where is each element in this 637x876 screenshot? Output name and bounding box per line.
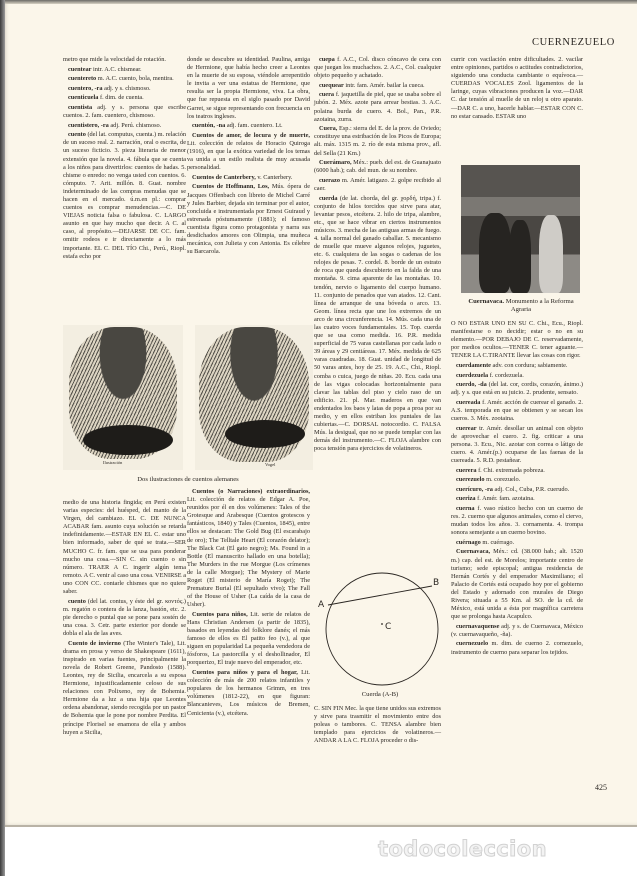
dictionary-entry: metro que mide la velocidad de rotación. [63, 56, 166, 63]
column-3-lower-entries [314, 705, 441, 745]
entry-headword: cuerda [319, 194, 338, 202]
dictionary-entry [314, 177, 441, 193]
dictionary-entry [187, 174, 310, 182]
column-3-lower [314, 705, 441, 747]
entry-headword: cuequear [319, 81, 344, 89]
entry-headword: Cuentos de Hoffmann, Los, [192, 183, 270, 191]
chord-diagram [316, 565, 446, 690]
entry-headword: cuernezuelo [456, 640, 489, 648]
engraving-left-signature: Ilustración [103, 460, 123, 465]
entry-definition: f. Amér. fam. azotaina. [475, 495, 535, 503]
entry-definition: Méx.: pueb. del est. de Guanajuato (6000 hab.); cab. del mun. de su nombre. [314, 159, 441, 175]
entry-definition: adj. y s. chismoso. [102, 84, 151, 92]
entry-headword: cuerdezuela [456, 371, 489, 379]
dictionary-entry [451, 548, 583, 621]
dictionary-entry [451, 495, 583, 503]
entry-headword: cuentista [68, 103, 93, 111]
dictionary-entry [187, 122, 310, 130]
entry-definition: f. Chi. extremada pobreza. [476, 466, 545, 474]
column-3-entries [314, 56, 441, 454]
diagram-label-c: C [385, 622, 392, 632]
dictionary-entry [314, 91, 441, 123]
dictionary-entry [451, 539, 583, 547]
dictionary-entry [451, 486, 583, 494]
dictionary-entry [451, 425, 583, 465]
entry-definition: intr. A.C. chismear. [91, 65, 142, 73]
entry-headword: cuento [68, 597, 86, 605]
entry-definition: Lit. colección de relatos de Edgar A. Poe, reunidos por él en dos volúmenes: Tales of the Grotesque and Arabesque (Cuentos grotescos y fantásticos, 1840) y Tales (Cuentos, 1845), entre ellos se destacan: The Gold Bug (El escarabajo de oro); The Telltale Heart (El corazón delator); The Black Cat (El gato negro); Ms. Found in a Bottle (El manuscrito hallado en una botella); The Murders in the rue Morgue (Los crímenes de la calle Morgue); The Mystery of Marie Roget (El misterio de María Roget); The Premature Burial (El sepultado vivo); The Fall of the House of Usher (La caída de la casa de Usher). [187, 496, 310, 609]
entry-definition: v. Canterbery. [255, 173, 293, 181]
entry-definition: Lit. serie de relatos de Hans Christian Andersen (a partir de 1835), basados en leyendas del folklore danés; el más famoso de ellos es El patito feo (v.), al que siguen en popularidad La pequeña vendedora de fósforos, La pastorcilla y el deshollinador, El porquerizo, El traje nuevo del emperador, etc. [187, 610, 310, 667]
entry-definition: (del lat. computus, cuenta.) m. relación de un suceso real. 2. narración, oral o escrita, de un suceso ficticio. 3. pieza literaria de menor extensión que la novela. 4. fábula que se cuenta a los niños para divertirlos: cuentos de hadas. 5. chisme o enredo: no venga usted con cuentos. 6. cómputo. 7. Arit. millón. 8. Guat. nombre indeterminado de las compras menudas que se hacen en el mercado. ú.m.en pl.: comprar cuentos es comprar menudencias.—C. DE VIEJAS noticia falsa o fabulosa. C. LARGO asunto en que hay mucho que decir. A C. al caso, al propósito.—DEJARSE DE CC. fam. omitir rodeos e ir directamente a lo más importante. EL C. DEL TÍO Chi., Perú., Riopl. estafa echo por [63, 131, 186, 260]
engraving-left-shadow [83, 425, 173, 455]
entry-headword: cuentear [68, 65, 92, 73]
entry-definition: m. cuérrago. [480, 538, 515, 546]
dictionary-entry [451, 467, 583, 475]
entry-headword: cuerdamente [456, 361, 491, 369]
dictionary-entry [63, 66, 186, 74]
dictionary-entry [451, 505, 583, 537]
entry-definition: f. cordezuela. [488, 371, 524, 379]
entry-definition: adj. y s. de Cuernavaca, México (v. cuernavaqueño, -ña). [451, 622, 583, 638]
engraving-right-signature: Vogel [265, 462, 276, 467]
dictionary-entry [63, 640, 186, 737]
entry-definition: m. corezuelo. [484, 476, 521, 484]
entry-headword: cuerazo [319, 176, 340, 184]
entry-headword: cuentereto [68, 75, 97, 83]
entry-headword: cuerícuro, -ra [456, 485, 493, 493]
column-2-lower [187, 488, 310, 719]
engraving-right-shadow [225, 420, 305, 448]
dictionary-entry [63, 94, 186, 102]
entry-headword: Cuerámaro, [319, 159, 352, 167]
photo-caption [458, 298, 584, 314]
dictionary-entry [451, 362, 583, 370]
entry-definition: m. dim. de cuerno 2. cornezuelo, instrumento de cuerno para separar los tejidos. [451, 640, 583, 656]
dictionary-entry [451, 476, 583, 484]
column-2-lower-entries [187, 488, 310, 718]
dictionary-entry [63, 75, 186, 83]
dictionary-entry [187, 611, 310, 668]
dictionary-entry [451, 372, 583, 380]
engraving-right [195, 325, 313, 470]
entry-definition: adj. y s. persona que escribe cuentos. 2. fam. cuentero, chismoso. [63, 103, 186, 120]
entry-definition: Lit. colección de relatos de Horacio Quiroga (1916), en que la exótica variedad de los temas va unida a un estilo realista de muy acusada personalidad. [187, 139, 310, 172]
entry-headword: cuerna [456, 504, 475, 512]
column-4-lower-entries [451, 320, 583, 657]
page-binding-edge [0, 0, 5, 876]
column-4-entries [451, 56, 583, 121]
entry-headword: cuerdo, -da [456, 381, 487, 389]
dictionary-entry [187, 132, 310, 172]
entry-definition: (del lat. contus, y éste del gr. κοντός.) m. regatón o contera de la lanza, bastón, etc. 2. pie derecho o puntal que se pone para sostén de una cosa. 3. Cetr. parte exterior por donde se dobla el ala de las aves. [63, 597, 186, 637]
entry-headword: Cuento de invierno [68, 639, 121, 647]
engraving-left [63, 325, 183, 470]
running-head: CUERNEZUELO [531, 37, 615, 48]
dictionary-entry: O NO ESTAR UNO EN SU C. Chi., Ecu., Riopl. manifestarse o no decidir; estar o no en su elemento.—POR DEBAJO DE C. reservadamente, por medios ocultos.—TENER C. tener aguante.—TENER LA C.TIRANTE llevar las cosas con rigor. [451, 320, 583, 360]
column-1-lower [63, 499, 186, 738]
entry-definition: Esp.: sierra del E. de la prov. de Oviedo; constituye una estribación de los Picos de Europa; alt. máx. 1315 m. 2. río de esta misma prov., afl. del Sella (21 Km.) [314, 125, 441, 157]
diagram-label-a: A [318, 600, 325, 610]
dictionary-entry [451, 381, 583, 397]
entry-headword: cueriza [456, 495, 476, 503]
dictionary-entry [314, 56, 441, 80]
column-4 [451, 56, 583, 122]
entry-headword: Cuentos de amor, de locura y de muerte, [192, 131, 310, 139]
entry-definition: Mús. ópera de Jacques Offenbach con libreto de Michel Carré y Jules Barbier, dejada sin terminar por el autor, concluida e instrumentada por Ernest Guiraud y estrenada póstumamente (1881); el famoso cuentista figura como protagonista y narra sus desdichados amores con Olimpia, una muñeca mecánica, con Julieta y con Antonia. Es célebre su Barcarola. [187, 183, 310, 256]
dictionary-entry [63, 85, 186, 93]
entry-definition: (The Winter's Tale), Lit. drama en prosa y verso de Shakespeare (1611), inspirado en varias fuentes, principalmente la novela de Robert Greene, Pandosto (1588). Leontes, rey de Sicilia, encarcela a su esposa Hermione, injustificadamente celoso de sus relaciones con Polixeno, rey de Bohemia. Hermione da a luz a una hija que Leontes ordena abandonar, siendo recogida por un pastor de Bohemia que le pone por nombre Perdita. El príncipe Florisel se enamora de ella y ambos huyen a Sicilia, [63, 639, 186, 736]
photo-cuernavaca-monument [461, 165, 580, 293]
entry-definition: f. vaso rústico hecho con un cuerno de res. 2. cuerno que algunos animales, como el ciervo, mudan todos los años. 3. cornamenta. 4. trompa sonora semejante a un cuerno bovino. [451, 504, 583, 537]
dictionary-entry [314, 195, 441, 454]
entry-definition: tr. Amér. desollar un animal con objeto de aprovechar el cuero. 2. fig. criticar a una persona. 3. Ecu., Nic. azotar con correa o látigo de cuero. 4. Amér.(p.) ocuparse de las faenas de la cuereada. 5. R.D. pestañear. [451, 424, 583, 464]
dictionary-entry: currir con vacilación entre dificultades. 2. vacilar entre opiniones, partidos o actitudes contradictorios, siguiendo una conducta cambiante o equívoca.—CUERDAS VOCALES Zool. ligamentos de la laringe, cuyas vibraciones producen la voz.—DAR C. dar tensión al muelle de un reloj u otro aparato.—DAR C. a uno, hacerle hablar.—ESTAR CON C. no estar cansado. ESTAR uno [451, 56, 583, 120]
entry-headword: cuentistero, -ra [68, 121, 109, 129]
entry-definition: adj. Perú. chismoso. [108, 121, 162, 129]
entry-definition: adj. Col., Cuba, P.R. cuerudo. [492, 485, 570, 493]
dictionary-entry [314, 125, 441, 157]
entry-definition: (de lat. chorda, del gr. χορδή, tripa.) f. conjunto de hilos torcidos que sirve para atar, levantar pesos, etcétera. 2. hilo de tripa, alambre, etc., que se hace vibrar en ciertos instrumentos músicos. 3. mecha de las antiguas armas de fuego. 4. talla normal del ganado caballar. 5. mecanismo de muelle que mueve algunos relojes, juguetes, etc. 6. cualquiera de las sogas o cadenas de los relojes de pesas. 7. cordel. 8. borde de un estrato de roca que queda descubierto en la falda de una montaña. 9. cima aparente de las montañas. 10. tendón, nervio o ligamento del cuerpo humano. 11. conjunto de penados que van atados. 12. Cant. línea de arranque de una bóveda o arco. 13. Geom. línea recta que une los extremos de un arco de una circunferencia. 14. Mús. cada una de las cuatro voces fundamentales. 15. Top. cuerda que se usa como medida. 16. P.R. medida superficial de 75 varas castellanas por cada lado o 39 áreas y 29 centiáreas. 17. Méx. medida de 625 varas cuadradas. 18. Guat. unidad de longitud de 50 varas antes, hoy de 25. 19. A.C., Chi., Riopl. comba o cuica, juego de niñas. 20. Ecu. cada una de las vigas colocadas horizontalmente para clavar las tablas del piso y cielo raso de un edificio. 21. pl. Mar. maderos en que van endentados los baos y latas de popa a proa por su medio, y en ellos estriban los puntales de las cubiertas.—C. DORSAL notocordio. C. FALSA Mús. la desigual, que no se puede templar con las demás del instrumento.—C. FLOJA alambre con poca tensión para ejercicios de volatineros. [314, 194, 441, 453]
diagram-label-b: B [433, 578, 440, 588]
entry-headword: Cuentos para niños, [192, 610, 248, 618]
column-1 [63, 56, 186, 262]
dictionary-entry [314, 159, 441, 175]
entry-headword: cuenticuela [68, 94, 99, 102]
entry-headword: Cuentos (o Narraciones) extraordinarios, [192, 488, 310, 495]
column-1-entries [63, 56, 186, 261]
dictionary-entry [63, 122, 186, 130]
entry-headword: cuernavaquense [456, 622, 500, 630]
entry-headword: cuereada [456, 398, 481, 406]
entry-definition: (del lat. cor, cordis, corazón, ánimo.) adj. y s. que está en su juicio. 2. prudente, sensato. [451, 381, 583, 397]
entry-definition: intr. fam. Amér. bailar la cueca. [343, 81, 425, 89]
dictionary-entry [451, 623, 583, 639]
dictionary-entry [451, 399, 583, 423]
column-4-lower [451, 320, 583, 658]
photo-caption-text: Monumento a la Reforma Agraria [504, 298, 574, 313]
column-3 [314, 56, 441, 455]
entry-headword: cuerezuelo [456, 476, 485, 484]
dictionary-entry [451, 640, 583, 656]
entry-headword: Cuernavaca, [456, 548, 491, 556]
entry-definition: m. A.C. cuento, bola, mentira. [96, 75, 174, 83]
entry-headword: cuentero, -ra [68, 84, 103, 92]
entry-headword: Cuentos para niños y para el hogar, [192, 669, 298, 677]
photo-figure [539, 215, 563, 293]
dictionary-entry [187, 183, 310, 256]
column-2-entries [187, 56, 310, 256]
entry-definition: adj. fam. cuentero. Lt. [225, 122, 283, 130]
dictionary-entry: donde se descubre su identidad. Paulina, amiga de Hermione, que había hecho creer a Leontes en la muerte de su esposa, viéndole arrepentido le invita a ver una estatua de Hermione, que resulta ser la propia Hermione, viva. La obra, que fue repuesta en el siglo pasado por David Garret, se sigue representando con frecuencia en los teatros ingleses. [187, 56, 310, 120]
entry-definition: m. Amér. latigazo. 2. golpe recibido al caer. [314, 176, 441, 192]
entry-headword: cuerear [456, 424, 477, 432]
dictionary-entry [187, 669, 310, 718]
dictionary-entry: C. SIN FIN Mec. la que tiene unidos sus extremos y sirve para trasmitir el movimiento entre dos poleas o tambores. C. TENSA alambre bien templado para ejercicios de volatineros.—ANDAR A LA C. FLOJA proceder o dis- [314, 705, 441, 745]
entry-definition: f. Amér. acción de cuerear el ganado. 2. A.S. temporada en que se obtienen y se secan los cueros. 3. Méx. zootaina. [451, 398, 583, 423]
entry-headword: cuento [68, 131, 86, 139]
photo-caption-title: Cuernavaca. [468, 298, 505, 305]
entry-definition: f. jaquetilla de piel, que se usaba sobre el jubón. 2. Méx. azote para arrear bestias. 3. A.C. polaina burda de cuero. 4. Bol., Pan., P.R. azotaina, zurra. [314, 91, 441, 123]
page-top-edge [0, 0, 637, 4]
dictionary-entry [187, 488, 310, 609]
column-2 [187, 56, 310, 258]
watermark-logo: todocoleccion [378, 837, 547, 861]
dictionary-entry [63, 104, 186, 120]
photo-figure [509, 220, 531, 293]
diagram-caption: Cuerda (A-B) [361, 691, 399, 698]
entry-definition: Méx.: cd. (38.000 hab.; alt. 1520 m.) cap. del est. de Morelos; importante centro de turismo; sede episcopal; antigua residencia de Hernán Cortés y del emperador Maximiliano; el Palacio de Cortés está ocupado hoy por el gobierno del Estado y adornado con murales de Diego Rivera; situada a 55 Km. al SO. de la cd. de México, está unida a ésta por magnífica carretera que se prolonga hasta Acapulco. [451, 548, 583, 621]
photo-figure [479, 213, 511, 293]
engravings-caption: Dos ilustraciones de cuentos alemanes [137, 476, 239, 483]
dictionary-entry [63, 598, 186, 638]
dictionary-entry [63, 131, 186, 261]
entry-headword: Cuera, [319, 125, 338, 133]
entry-headword: cuera [319, 91, 335, 99]
entry-headword: cuepa [319, 56, 335, 63]
page-number: 425 [595, 783, 607, 792]
dictionary-entry: medio de una historia fingida; en Perú existen varias especies: del huésped, del manto de la Virgen, del cambiazo. EL C. DE NUNCA ACABAR fam. asunto cuya solución se retarda indefinidamente.—ESTAR EN EL C. estar uno bien informado, saber de qué se trata.—SER MUCHO C. fr. fam. que se usa para ponderar mucho una cosa.—SIN C. sin cuento o sin número. TRAER A C. ingerir algún tema remoto. A C. venir al caso una cosa. VENIRSE a uno CON CC. contarle chismes que no quiere saber. [63, 499, 186, 596]
entry-definition: adv. con cordura; sabiamente. [490, 361, 568, 369]
column-1-lower-entries [63, 499, 186, 737]
entry-definition: f. dim. de cuenta. [98, 94, 144, 102]
entry-headword: cuérnago [456, 538, 481, 546]
entry-headword: cuentón, -na [192, 122, 226, 130]
dictionary-entry [314, 82, 441, 90]
entry-definition: f. A.C., Col. disco cóncavo de cera con que juegan los muchachos. 2. A.C., Col. cualquier objeto pequeño y achatado. [314, 56, 441, 80]
entry-headword: cuerera [456, 466, 477, 474]
entry-definition: Lit. colección de más de 200 relatos infantiles y populares de los hermanos Grimm, en tres volúmenes (1812-22), en que figuran: Blancanieves, Los músicos de Bremen, Cenicienta (v.), etcétera. [187, 669, 310, 717]
entry-headword: Cuentos de Canterbery, [192, 173, 256, 181]
